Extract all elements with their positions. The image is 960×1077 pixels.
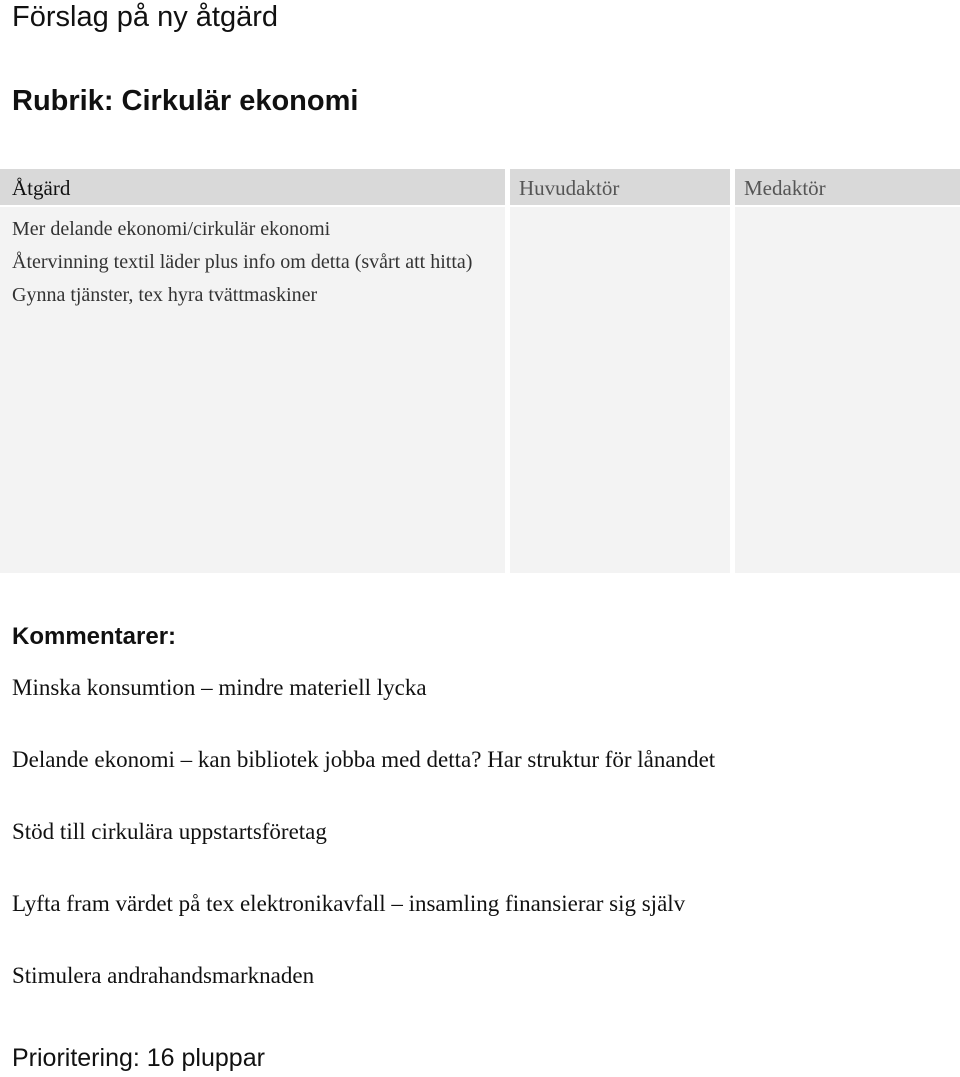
comment-item: Stimulera andrahandsmarknaden [12, 963, 315, 988]
comments-heading: Kommentarer: [12, 623, 177, 650]
header-medaktor: Medaktör [735, 169, 960, 205]
comment-item: Minska konsumtion – mindre materiell lycka [12, 675, 427, 700]
header-huvudaktor: Huvudaktör [510, 169, 730, 205]
column-medaktor [735, 169, 960, 573]
rubrik-heading: Rubrik: Cirkulär ekonomi [12, 85, 359, 117]
comment-item: Lyfta fram värdet på tex elektronikavfall – insamling finansierar sig själv [12, 891, 686, 916]
comment-item: Stöd till cirkulära uppstartsföretag [12, 819, 327, 844]
cell-atgard [0, 207, 505, 573]
action-table [0, 169, 960, 573]
header-atgard: Åtgärd [0, 169, 505, 205]
atgard-line: Gynna tjänster, tex hyra tvättmaskiner [12, 284, 318, 306]
atgard-line: Återvinning textil läder plus info om detta (svårt att hitta) [12, 251, 473, 273]
column-atgard [0, 169, 505, 573]
cell-huvudaktor [510, 207, 730, 573]
cell-medaktor [735, 207, 960, 573]
priority-text: Prioritering: 16 pluppar [12, 1044, 265, 1072]
atgard-line: Mer delande ekonomi/cirkulär ekonomi [12, 218, 331, 240]
column-huvudaktor [510, 169, 730, 573]
page-title: Förslag på ny åtgärd [12, 1, 278, 33]
comment-item: Delande ekonomi – kan bibliotek jobba med detta? Har struktur för lånandet [12, 747, 716, 772]
